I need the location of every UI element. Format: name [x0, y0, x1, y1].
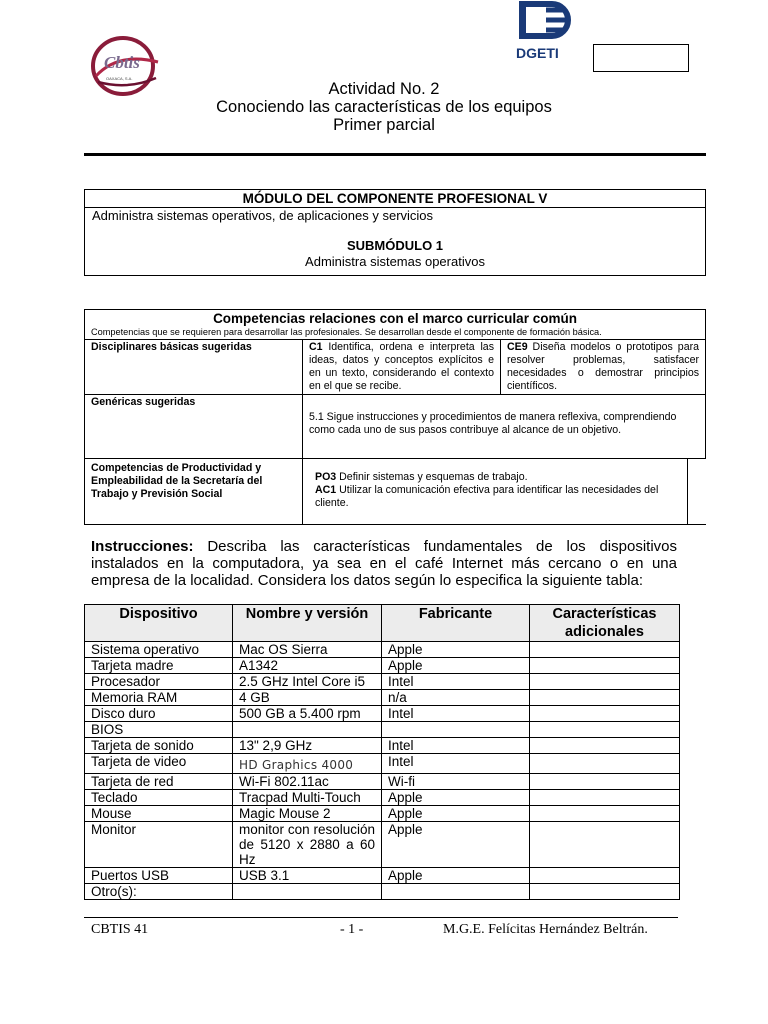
cell-extra: [530, 790, 680, 806]
dgeti-logo: [512, 0, 578, 62]
cell-maker: Intel: [382, 754, 530, 774]
table-row: [85, 738, 680, 754]
table-row: [85, 642, 680, 658]
productividad-label: Competencias de Productividad y Empleabilidad de la Secretaría del Trabajo y Previsión Social: [85, 459, 303, 525]
instructions: [91, 538, 677, 589]
cell-maker: Apple: [382, 642, 530, 658]
table-row: [85, 868, 680, 884]
table-row: [85, 822, 680, 868]
instructions-text: Describa las características fundamentales de los dispositivos instalados en la computadora, ya sea en el café Internet más cercano o en una empresa de la localidad. Considera los datos según lo especifica la siguiente tabla:: [91, 538, 677, 589]
cell-maker: [382, 722, 530, 738]
cell-name: Wi-Fi 802.11ac: [233, 774, 382, 790]
genericas-label: Genéricas sugeridas: [85, 395, 303, 459]
table-row: [85, 806, 680, 822]
title-line-1: Actividad No. 2: [328, 80, 440, 98]
cell-extra: [530, 706, 680, 722]
cell-name: 4 GB: [233, 690, 382, 706]
competencia-ce9: CE9 Diseña modelos o prototipos para resolver problemas, satisfacer necesidades o demostrar principios científicos.: [501, 340, 706, 395]
footer-left: CBTIS 41: [91, 922, 149, 937]
cell-extra: [530, 806, 680, 822]
footer-page-number: - 1 -: [340, 922, 364, 937]
cell-maker: Apple: [382, 868, 530, 884]
table-row: [85, 774, 680, 790]
cell-device: Otro(s):: [85, 884, 233, 900]
table-row: [85, 754, 680, 774]
cell-extra: [530, 868, 680, 884]
cell-device: BIOS: [85, 722, 233, 738]
table-header-row: [85, 605, 680, 642]
cell-name: USB 3.1: [233, 868, 382, 884]
cell-device: Tarjeta madre: [85, 658, 233, 674]
title-line-3: Primer parcial: [333, 116, 435, 134]
competencias-heading: Competencias relaciones con el marco curricular común: [85, 310, 706, 328]
cell-name: 2.5 GHz Intel Core i5: [233, 674, 382, 690]
cell-maker: Apple: [382, 822, 530, 868]
header-fabricante: Fabricante: [382, 605, 530, 642]
competencias-subheading: Competencias que se requieren para desarrollar las profesionales. Se desarrollan desde el componente de formación básica.: [85, 327, 706, 340]
table-row: [85, 690, 680, 706]
cell-name: HD Graphics 4000: [233, 754, 382, 774]
cell-name: A1342: [233, 658, 382, 674]
cell-extra: [530, 822, 680, 868]
footer-divider: [84, 917, 678, 918]
cell-device: Sistema operativo: [85, 642, 233, 658]
title-line-2: Conociendo las características de los equipos: [216, 98, 552, 116]
cell-name: Mac OS Sierra: [233, 642, 382, 658]
submodule-name: Administra sistemas operativos: [305, 254, 485, 269]
cell-extra: [530, 658, 680, 674]
cell-extra: [530, 884, 680, 900]
table-row: [85, 722, 680, 738]
header-caracteristicas: Características adicionales: [530, 605, 680, 642]
competencia-c1: C1 Identifica, ordena e interpreta las ideas, datos y conceptos explícitos e en un texto, considerando el contexto en el que se recibe.: [303, 340, 501, 395]
cell-device: Disco duro: [85, 706, 233, 722]
dgeti-logo-text: DGETI: [516, 45, 559, 61]
cell-maker: Wi-fi: [382, 774, 530, 790]
title-divider: [84, 153, 706, 156]
cell-name: monitor con resolución de 5120 x 2880 a 60 Hz: [233, 822, 382, 868]
module-box: [84, 189, 706, 276]
module-name: Administra sistemas operativos, de aplicaciones y servicios: [92, 208, 434, 223]
blank-box: [593, 44, 689, 72]
svg-text:OAXACA, S.A.: OAXACA, S.A.: [106, 76, 133, 81]
cell-device: Mouse: [85, 806, 233, 822]
cell-name: Magic Mouse 2: [233, 806, 382, 822]
devices-table: [84, 604, 679, 900]
cell-device: Teclado: [85, 790, 233, 806]
svg-text:Cbtis: Cbtis: [104, 53, 140, 72]
cell-name: 13" 2,9 GHz: [233, 738, 382, 754]
table-row: [85, 790, 680, 806]
cell-maker: n/a: [382, 690, 530, 706]
submodule-heading: SUBMÓDULO 1: [346, 238, 444, 253]
header-nombre-version: Nombre y versión: [233, 605, 382, 642]
table-row: [85, 706, 680, 722]
module-heading: MÓDULO DEL COMPONENTE PROFESIONAL V: [85, 190, 705, 208]
cell-maker: [382, 884, 530, 900]
disciplinares-label: Disciplinares básicas sugeridas: [85, 340, 303, 395]
table-row: [85, 674, 680, 690]
table-row: [85, 884, 680, 900]
cell-extra: [530, 674, 680, 690]
cell-extra: [530, 642, 680, 658]
cell-device: Tarjeta de red: [85, 774, 233, 790]
competencias-table: [84, 309, 705, 525]
cell-maker: Apple: [382, 806, 530, 822]
cell-name: Tracpad Multi-Touch: [233, 790, 382, 806]
instructions-label: Instrucciones:: [91, 538, 194, 555]
cell-name: 500 GB a 5.400 rpm: [233, 706, 382, 722]
cell-device: Procesador: [85, 674, 233, 690]
cell-device: Memoria RAM: [85, 690, 233, 706]
cell-extra: [530, 774, 680, 790]
cell-extra: [530, 690, 680, 706]
productividad-blank: [688, 459, 706, 525]
productividad-text: PO3 Definir sistemas y esquemas de trabajo. AC1 Utilizar la comunicación efectiva para identificar las necesidades del cliente.: [303, 459, 688, 525]
document-title: [0, 80, 768, 134]
cell-maker: Apple: [382, 790, 530, 806]
cell-extra: [530, 722, 680, 738]
genericas-text: 5.1 Sigue instrucciones y procedimientos de manera reflexiva, comprendiendo como cada uno de sus pasos contribuye al alcance de un objetivo.: [303, 395, 706, 459]
cell-maker: Intel: [382, 674, 530, 690]
cell-maker: Apple: [382, 658, 530, 674]
cell-device: Monitor: [85, 822, 233, 868]
header-dispositivo: Dispositivo: [85, 605, 233, 642]
cell-extra: [530, 738, 680, 754]
cell-device: Tarjeta de video: [85, 754, 233, 774]
cell-extra: [530, 754, 680, 774]
cell-maker: Intel: [382, 738, 530, 754]
cell-name: [233, 884, 382, 900]
footer-author: M.G.E. Felícitas Hernández Beltrán.: [443, 922, 648, 937]
table-row: [85, 658, 680, 674]
cell-maker: Intel: [382, 706, 530, 722]
cell-device: Tarjeta de sonido: [85, 738, 233, 754]
cell-name: [233, 722, 382, 738]
cell-device: Puertos USB: [85, 868, 233, 884]
